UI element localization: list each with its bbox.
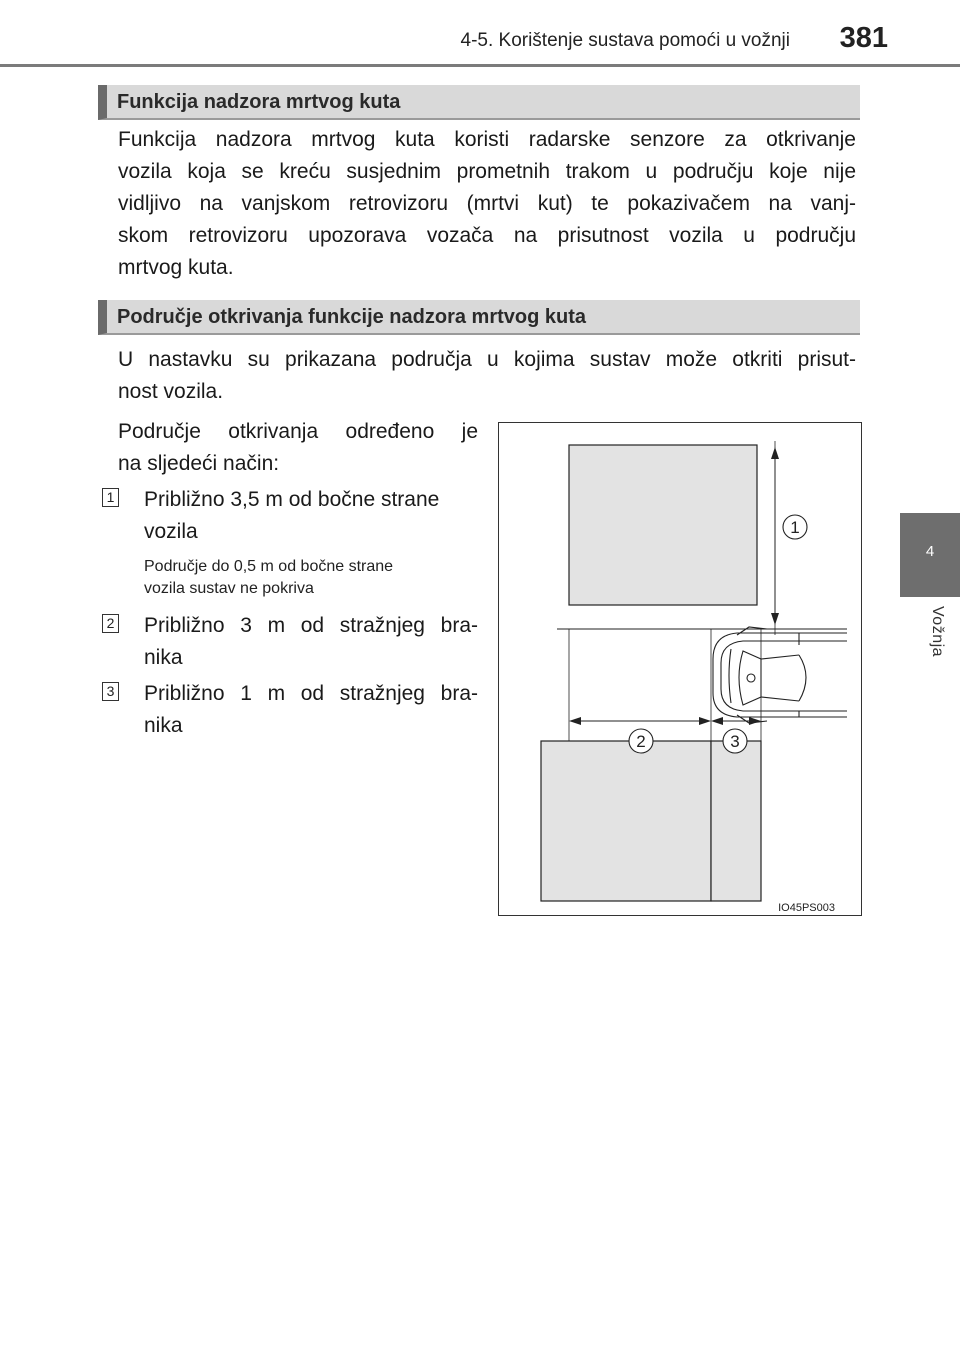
chapter-tab-label: Vožnja xyxy=(929,606,946,658)
arrowhead xyxy=(569,717,581,725)
intro-line: U nastavku su prikazana područja u kojima sustav može otkriti prisut- xyxy=(118,348,856,371)
item-line: Približno 3 m od stražnjeg bra- xyxy=(144,614,478,637)
vehicle-outline xyxy=(713,627,847,723)
arrowhead xyxy=(771,447,779,459)
page-number: 381 xyxy=(839,22,888,54)
figure-code: IO45PS003 xyxy=(778,902,835,914)
arrowhead xyxy=(711,717,723,725)
item-text xyxy=(144,678,478,742)
rear-detection-zone-3m xyxy=(541,741,711,901)
section2-intro xyxy=(118,344,856,408)
item-line: vozila xyxy=(144,520,198,543)
item-text xyxy=(144,484,478,548)
detection-area-diagram xyxy=(499,423,861,915)
svg-text:1: 1 xyxy=(790,518,800,537)
section-heading-detection-area xyxy=(98,300,860,335)
arrowhead xyxy=(699,717,711,725)
section-heading-text: Funkcija nadzora mrtvog kuta xyxy=(117,91,401,113)
item-note xyxy=(144,556,484,600)
note-line: vozila sustav ne pokriva xyxy=(144,580,314,597)
chapter-tab-number: 4 xyxy=(925,543,935,560)
callout-1 xyxy=(783,515,807,539)
running-header-title: 4-5. Korištenje sustava pomoći u vožnji xyxy=(460,30,790,51)
section2-lead xyxy=(118,416,478,480)
item-number-badge: 2 xyxy=(102,614,119,633)
paragraph-line: Funkcija nadzora mrtvog kuta koristi radarske senzore za otkrivanje xyxy=(118,128,856,151)
header-rule xyxy=(0,64,960,67)
callout-3 xyxy=(723,729,747,753)
paragraph-line: skom retrovizoru upozorava vozača na prisutnost vozila u području xyxy=(118,224,856,247)
section-heading-text: Područje otkrivanja funkcije nadzora mrtvog kuta xyxy=(117,306,587,328)
svg-text:2: 2 xyxy=(636,732,646,751)
intro-line: nost vozila. xyxy=(118,380,224,403)
paragraph-line: mrtvog kuta. xyxy=(118,256,234,279)
item-number-badge: 1 xyxy=(102,488,119,507)
section1-paragraph xyxy=(118,124,856,284)
note-line: Područje do 0,5 m od bočne strane xyxy=(144,558,394,575)
paragraph-line: vozila koja se kreću susjednim prometnih trakom u području koje nije xyxy=(118,160,856,183)
item-number-badge: 3 xyxy=(102,682,119,701)
item-line: Približno 1 m od stražnjeg bra- xyxy=(144,682,478,705)
item-line: nika xyxy=(144,714,183,737)
item-line: nika xyxy=(144,646,183,669)
arrowhead xyxy=(771,613,779,625)
svg-text:3: 3 xyxy=(730,732,740,751)
paragraph-line: vidljivo na vanjskom retrovizoru (mrtvi kut) te pokazivačem na vanj- xyxy=(118,192,856,215)
arrowhead xyxy=(749,717,761,725)
rear-detection-zone-1m xyxy=(711,741,761,901)
lead-line: na sljedeći način: xyxy=(118,452,280,475)
section-heading-blind-spot xyxy=(98,85,860,120)
item-text xyxy=(144,610,478,674)
chapter-tab xyxy=(900,513,960,597)
callout-2 xyxy=(629,729,653,753)
lead-line: Područje otkrivanja određeno je xyxy=(118,420,478,443)
detection-area-figure xyxy=(498,422,862,916)
side-detection-zone xyxy=(569,445,757,605)
item-line: Približno 3,5 m od bočne strane xyxy=(144,488,440,511)
